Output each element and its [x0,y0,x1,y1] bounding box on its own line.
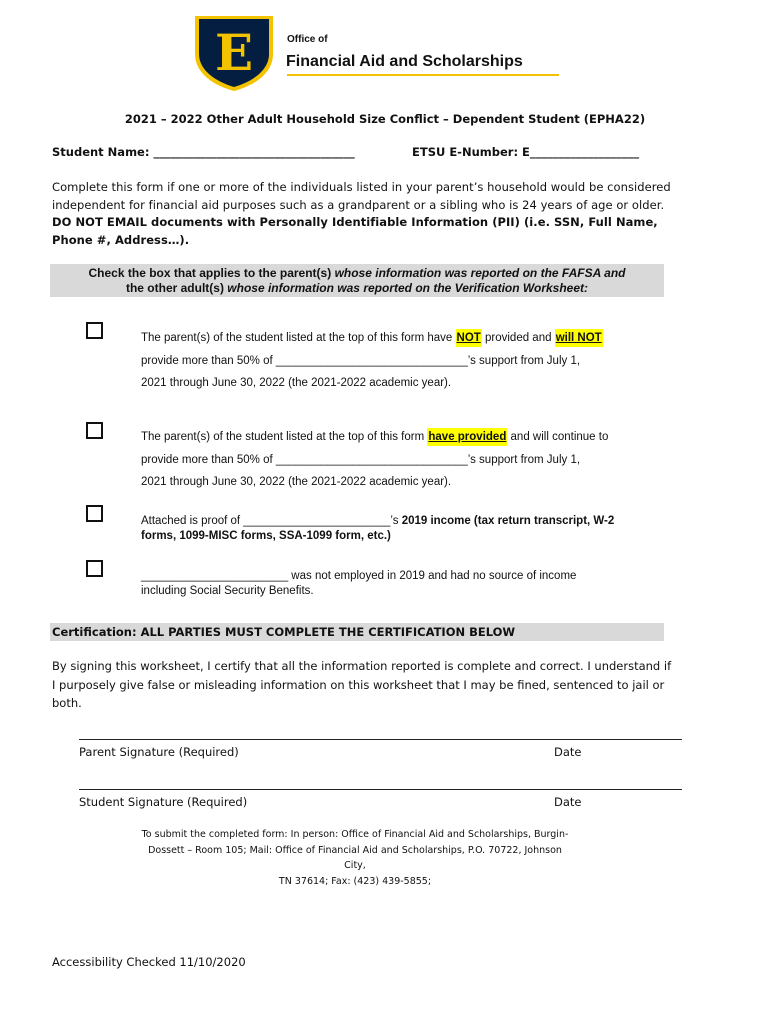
check-instructions-line1: Check the box that applies to the parent(s) whose information was reported on the FAFSA and [88,266,626,280]
parent-signature-line[interactable] [79,739,682,740]
student-date-label: Date [554,795,582,809]
accessibility-note: Accessibility Checked 11/10/2020 [52,955,246,969]
checkbox-option-1[interactable] [86,322,103,339]
form-title: 2021 – 2022 Other Adult Household Size Conflict – Dependent Student (EPHA22) [124,112,646,126]
intro-warning: DO NOT EMAIL documents with Personally Identifiable Information (PII) (i.e. SSN, Full Name, Phone #, Address…). [52,215,658,247]
student-signature-label: Student Signature (Required) [79,795,248,809]
option-2-text: The parent(s) of the student listed at the top of this form have provided and will continue to provide more than 50% of ______________________________’s support from July 1, 2021 through June 30, 2022 (the 2021-2022 academic year). [141,426,661,494]
parent-signature-label: Parent Signature (Required) [79,745,239,759]
certification-body: By signing this worksheet, I certify that all the information reported is complete and correct. I understand if I purposely give false or misleading information on this worksheet that I may be fined, sentenced to jail or both. [52,659,672,710]
certification-heading: Certification: ALL PARTIES MUST COMPLETE THE CERTIFICATION BELOW [52,625,516,639]
option-3-text: Attached is proof of _______________________’s 2019 income (tax return transcript, W-2 forms, 1099-MISC forms, SSA-1099 form, etc.) [141,515,615,542]
checkbox-option-4[interactable] [86,560,103,577]
header-rule [287,74,559,76]
logo-letter: E [214,23,254,82]
student-name-field[interactable]: Student Name: ___________________________________ [52,145,355,159]
office-name: Financial Aid and Scholarships [286,53,523,70]
option-1-text: The parent(s) of the student listed at the top of this form have NOT provided and will NOT provide more than 50% of ______________________________’s support from July 1, 2021 through June 30, 2022 (the 2021-2022 academic year). [141,327,661,395]
check-instructions-line2: the other adult(s) whose information was reported on the Verification Worksheet: [125,281,589,295]
parent-date-label: Date [554,745,582,759]
intro-paragraph [52,179,672,249]
checkbox-option-3[interactable] [86,505,103,522]
option-4-text: _______________________ was not employed in 2019 and had no source of income including Social Security Benefits. [141,570,577,597]
intro-text: Complete this form if one or more of the individuals listed in your parent’s household would be considered independent for financial aid purposes such as a grandparent or a sibling who is 24 years of age or older. [52,180,671,212]
checkbox-option-2[interactable] [86,422,103,439]
check-instructions [50,264,664,297]
etsu-number-field[interactable]: ETSU E-Number: E___________________ [412,145,640,159]
student-signature-line[interactable] [79,789,682,790]
submission-instructions: To submit the completed form: In person: Office of Financial Aid and Scholarships, Burgin- Dossett – Room 105; Mail: Office of Financial Aid and Scholarships, P.O. 70722, Johnson City, TN 37614; Fax: (423) 439-5855; [141,829,569,887]
etsu-logo-icon [191,14,277,92]
office-of-label: Office of [287,34,328,45]
